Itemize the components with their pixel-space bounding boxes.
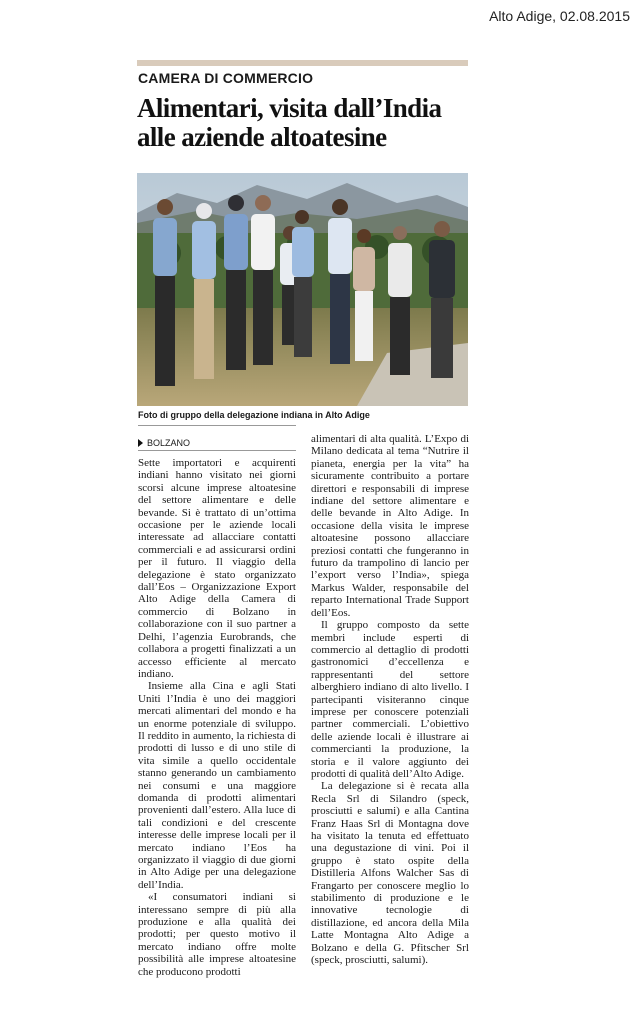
- article-column-1: [138, 457, 296, 978]
- newspaper-source-date: Alto Adige, 02.08.2015: [489, 8, 630, 24]
- article-column-2: [311, 433, 469, 966]
- paragraph: Sette importatori e acquirenti indiani hanno visitato nei giorni scorsi alcune imprese altoatesine del settore alimentare e delle bevande. Si è trattato di un’ottima occasione per le aziende locali interessate ad allacciare contatti commerciali e ad assicurarsi ordini per il futuro. Il viaggio della delegazione è stato organizzato dall’Eos – Organizzazione Export Alto Adige della Camera di commercio di Bolzano in collaborazione con il suo partner a Delhi, l’agenzia Eurobrands, che collabora a progetti finalizzati a un accesso efficiente al mercato indiano.: [138, 457, 296, 680]
- paragraph: Insieme alla Cina e agli Stati Uniti l’India è uno dei maggiori mercati alimentari del mondo e ha un enorme potenziale di sviluppo. Il reddito in aumento, la richiesta di prodotti di lusso e di uno stile di vita simile a quello occidentale stanno generando un cambiamento nei consumi e una maggiore domanda di prodotti alimentari provenienti dall’estero. Alla luce di tali condizioni e del crescente interesse delle imprese locali per il mercato indiano l’Eos ha organizzato il viaggio di due giorni in Alto Adige per una delegazione dell’India.: [138, 680, 296, 891]
- caption-divider: [138, 425, 296, 426]
- dateline: [138, 438, 190, 448]
- section-label: CAMERA DI COMMERCIO: [138, 70, 314, 86]
- group-photo: [137, 173, 468, 406]
- paragraph: Il gruppo composto da sette membri include esperti di commercio al dettaglio di prodotti gastronomici d’eccellenza e rappresentanti del settore alberghiero indiano di alto livello. I partecipanti visiteranno cinque imprese per conoscere potenziali partner commerciali. L’obiettivo delle aziende locali è illustrare ai commercianti la produzione, la storia e il valore aggiunto dei prodotti di qualità dell’Alto Adige.: [311, 619, 469, 780]
- dateline-marker-icon: [138, 439, 143, 447]
- paragraph: alimentari di alta qualità. L’Expo di Milano dedicata al tema “Nutrire il pianeta, energia per la vita” ha sicuramente contribuito a portare direttori e responsabili di imprese indiane del settore alimentare e delle bevande in Alto Adige. In occasione della visita le imprese altoatesine possono allacciare preziosi contatti che fungeranno in futuro da trampolino di lancio per l’export verso l’India», spiega Markus Walder, responsabile del reparto International Trade Support dell’Eos.: [311, 433, 469, 619]
- paragraph: La delegazione si è recata alla Recla Srl di Silandro (speck, prosciutti e salumi) e alla Cantina Franz Haas Srl di Montagna dove ha visitato la tenuta ed effettuato una degustazione di vini. Poi il gruppo è stato ospite della Distilleria Alfons Walcher Sas di Frangarto per conoscere meglio lo stabilimento di produzione e le innovative tecnologie di distillazione, ed ancora della Mila Latte Montagna Alto Adige a Bolzano e della G. Pfitscher Srl (speck, prosciutti, salumi).: [311, 780, 469, 967]
- article-headline: Alimentari, visita dall’India alle aziende altoatesine: [137, 93, 442, 152]
- paragraph: «I consumatori indiani si interessano sempre di più alla produzione e alla qualità dei prodotti; per questo motivo il mercato indiano offre molte possibilità alle imprese altoatesine che producono prodotti: [138, 891, 296, 978]
- dateline-divider: [138, 450, 296, 451]
- section-accent-bar: [137, 60, 468, 66]
- dateline-city: BOLZANO: [147, 438, 191, 448]
- photo-caption: Foto di gruppo della delegazione indiana in Alto Adige: [138, 410, 370, 420]
